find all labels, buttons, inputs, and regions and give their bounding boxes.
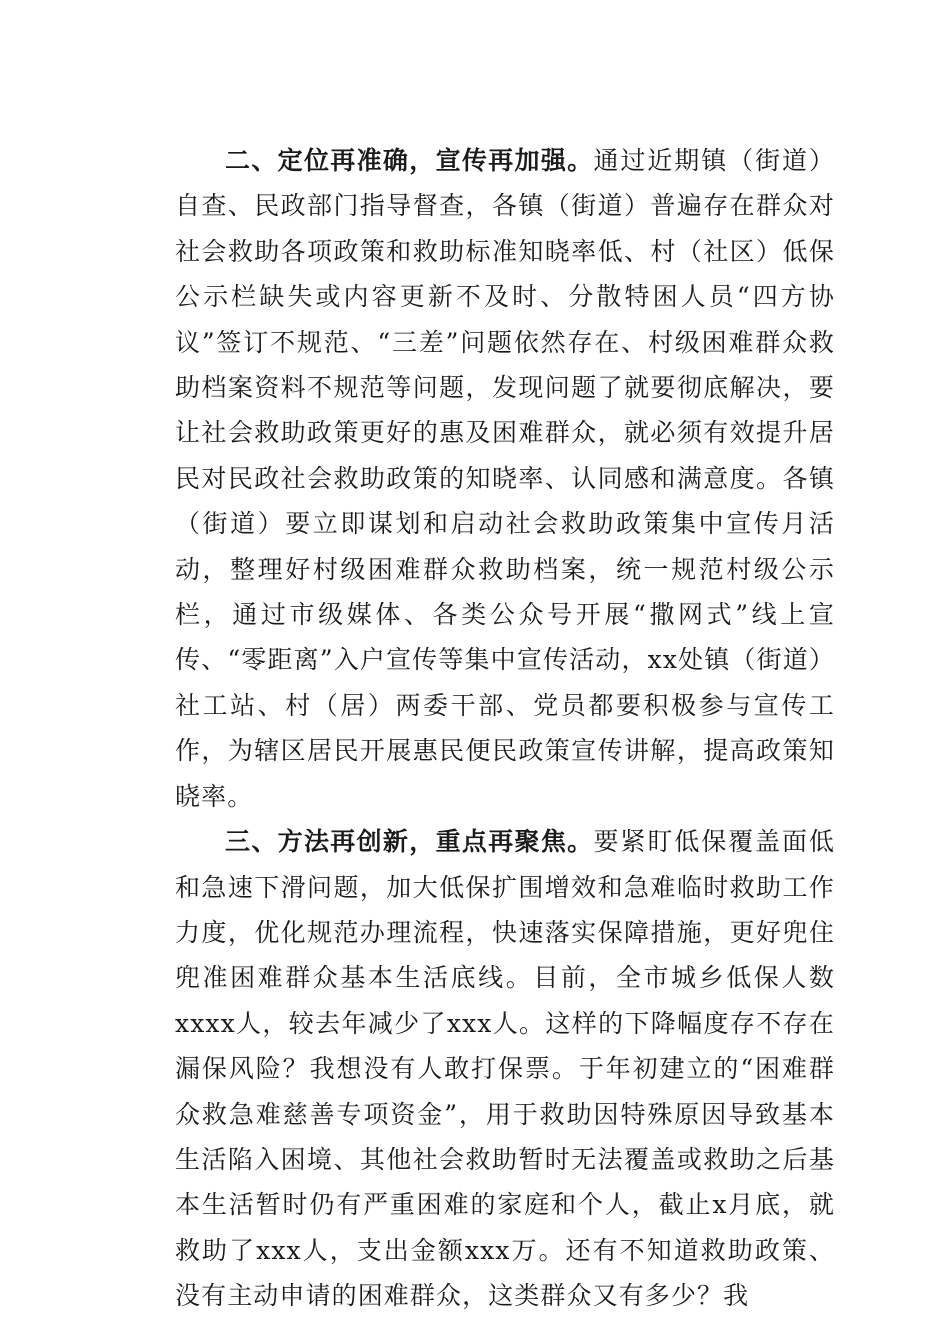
paragraph-method-focus	[175, 819, 835, 1318]
document-body	[175, 138, 835, 1319]
section-heading-two: 二、定位再准确，宣传再加强。	[225, 146, 594, 175]
paragraph-positioning-publicity	[175, 138, 835, 819]
paragraph-text: 通过近期镇（街道）自查、民政部门指导督查，各镇（街道）普遍存在群众对社会救助各项政策和救助标准知晓率低、村（社区）低保公示栏缺失或内容更新不及时、分散特困人员“四方协议”签订不规范、“三差”问题依然存在、村级困难群众救助档案资料不规范等问题，发现问题了就要彻底解决，要让社会救助政策更好的惠及困难群众，就必须有效提升居民对民政社会救助政策的知晓率、认同感和满意度。各镇（街道）要立即谋划和启动社会救助政策集中宣传月活动，整理好村级困难群众救助档案，统一规范村级公示栏，通过市级媒体、各类公众号开展“撒网式”线上宣传、“零距离”入户宣传等集中宣传活动，xx处镇（街道）社工站、村（居）两委干部、党员都要积极参与宣传工作，为辖区居民开展惠民便民政策宣传讲解，提高政策知晓率。	[175, 146, 835, 811]
paragraph-text: 要紧盯低保覆盖面低和急速下滑问题，加大低保扩围增效和急难临时救助工作力度，优化规范办理流程，快速落实保障措施，更好兜住兜准困难群众基本生活底线。目前，全市城乡低保人数xxxx人，较去年减少了xxx人。这样的下降幅度存不存在漏保风险？我想没有人敢打保票。于年初建立的“困难群众救急难慈善专项资金”，用于救助因特殊原因导致基本生活陷入困境、其他社会救助暂时无法覆盖或救助之后基本生活暂时仍有严重困难的家庭和个人，截止x月底，就救助了xxx人，支出金额xxx万。还有不知道救助政策、没有主动申请的困难群众，这类群众又有多少？我	[175, 827, 835, 1311]
section-heading-three: 三、方法再创新，重点再聚焦。	[225, 827, 594, 857]
